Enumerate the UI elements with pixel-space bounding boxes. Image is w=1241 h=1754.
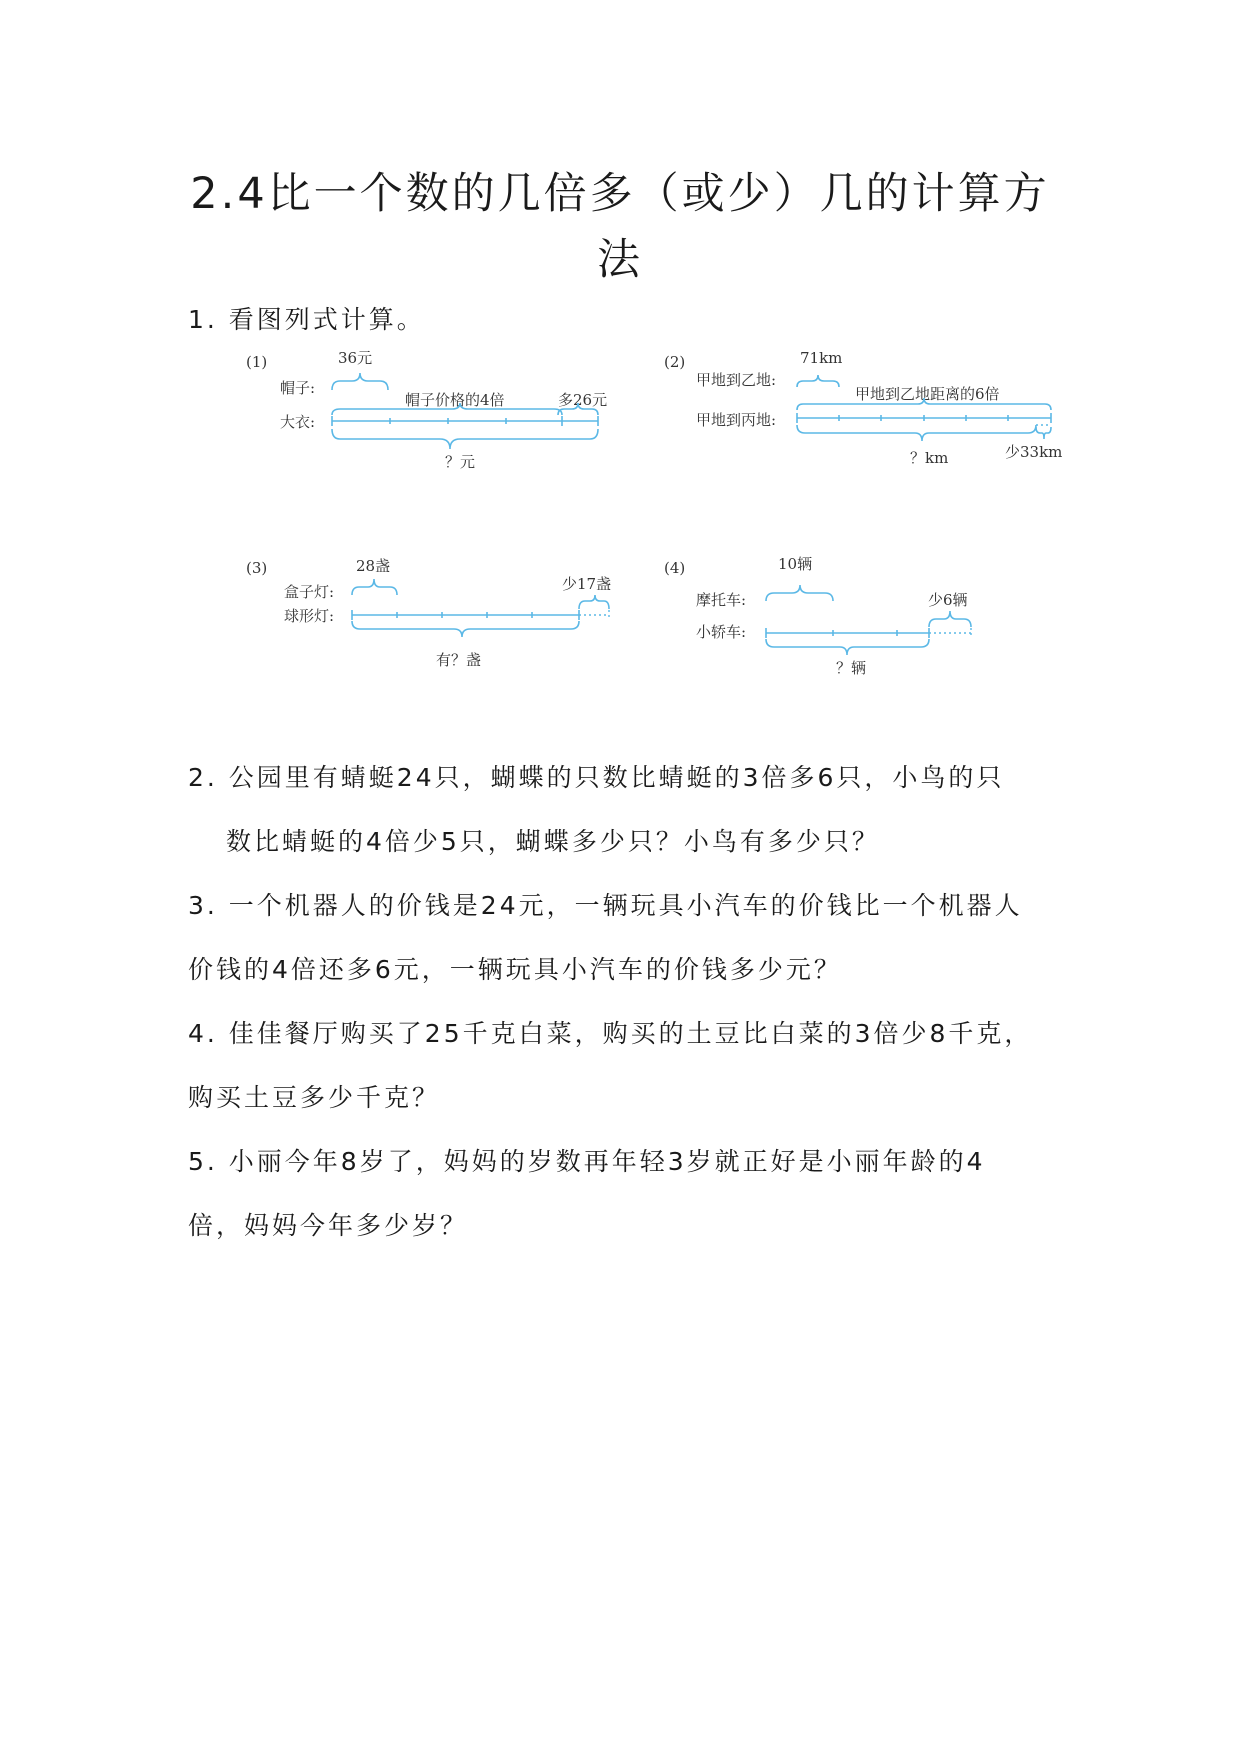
diagram-2-unit-value: 71km <box>800 349 843 367</box>
diagram-1 <box>240 345 620 475</box>
question-4-line-1: 4. 佳佳餐厅购买了25千克白菜，购买的土豆比白菜的3倍少8千克， <box>188 1019 1033 1048</box>
diagram-1-unit-brace <box>332 373 388 390</box>
page-title-line-1: 2.4比一个数的几倍多（或少）几的计算方 <box>190 169 1050 219</box>
question-2-line-1: 2. 公园里有蜻蜓24只，蝴蝶的只数比蜻蜓的3倍多6只，小鸟的只 <box>188 763 1005 792</box>
diagram-2-extra-brace <box>1036 427 1051 439</box>
diagram-2-number: (2) <box>664 353 686 371</box>
diagram-3-dotted-segment <box>579 610 609 620</box>
diagram-4-row1-label: 摩托车: <box>696 591 747 609</box>
diagram-2-multiple-label: 甲地到乙地距离的6倍 <box>855 385 1000 403</box>
question-1-text: 1. 看图列式计算。 <box>188 305 425 334</box>
diagram-4-extra-brace <box>929 611 971 627</box>
diagram-4-dotted-segment <box>929 628 971 638</box>
diagram-1-unit-value: 36元 <box>338 349 373 367</box>
diagram-3-extra-brace <box>579 595 609 609</box>
diagram-4-row2-label: 小轿车: <box>696 623 747 641</box>
diagram-4-extra-label: 少6辆 <box>928 591 968 609</box>
question-4-line-2: 购买土豆多少千克？ <box>188 1083 441 1112</box>
diagram-3 <box>240 555 630 675</box>
diagram-2 <box>660 345 1080 475</box>
diagram-3-number: (3) <box>246 559 268 577</box>
diagram-2-row2-label: 甲地到丙地: <box>696 411 777 429</box>
diagram-3-unit-value: 28盏 <box>356 557 391 575</box>
question-2-line-2: 数比蜻蜓的4倍少5只，蝴蝶多少只？小鸟有多少只？ <box>226 827 880 856</box>
diagram-3-bar <box>352 610 579 620</box>
diagram-2-row1-label: 甲地到乙地: <box>696 371 777 389</box>
diagram-1-number: (1) <box>246 353 268 371</box>
diagram-2-total-brace <box>797 425 1036 441</box>
diagram-1-extra-label: 多26元 <box>558 391 608 409</box>
diagram-2-bar <box>797 413 1051 423</box>
diagram-4-total-label: ？辆 <box>836 659 867 677</box>
diagram-3-extra-label: 少17盏 <box>562 575 612 593</box>
diagram-4-total-brace <box>766 639 929 655</box>
question-5-line-2: 倍，妈妈今年多少岁？ <box>188 1211 469 1240</box>
diagram-2-multiple-brace <box>797 398 1051 410</box>
diagram-3-total-label: 有？盏 <box>436 651 482 669</box>
diagram-3-row1-label: 盒子灯: <box>284 583 335 601</box>
diagram-2-extra-label: 少33km <box>1005 443 1063 461</box>
question-3-line-2: 价钱的4倍还多6元，一辆玩具小汽车的价钱多少元？ <box>188 955 842 984</box>
diagram-4 <box>660 555 1040 685</box>
diagram-2-unit-brace <box>797 375 839 387</box>
diagram-1-row1-label: 帽子: <box>280 379 316 397</box>
diagram-4-number: (4) <box>664 559 686 577</box>
diagram-1-row2-label: 大衣: <box>280 413 316 431</box>
diagram-4-unit-brace <box>766 585 833 601</box>
question-5-line-1: 5. 小丽今年8岁了，妈妈的岁数再年轻3岁就正好是小丽年龄的4 <box>188 1147 986 1176</box>
diagram-1-total-brace <box>332 429 598 449</box>
diagram-1-multiple-label: 帽子价格的4倍 <box>405 391 505 409</box>
diagram-1-bar <box>332 416 598 426</box>
diagram-1-total-label: ？元 <box>445 453 476 471</box>
question-3-line-1: 3. 一个机器人的价钱是24元，一辆玩具小汽车的价钱比一个机器人 <box>188 891 1023 920</box>
diagram-3-row2-label: 球形灯: <box>284 607 335 625</box>
diagram-4-bar <box>766 628 929 638</box>
diagram-2-total-label: ？km <box>910 449 949 467</box>
diagram-3-unit-brace <box>352 579 397 595</box>
page-title-line-2: 法 <box>597 235 643 285</box>
diagram-3-total-brace <box>352 621 579 637</box>
diagram-4-unit-value: 10辆 <box>778 555 813 573</box>
